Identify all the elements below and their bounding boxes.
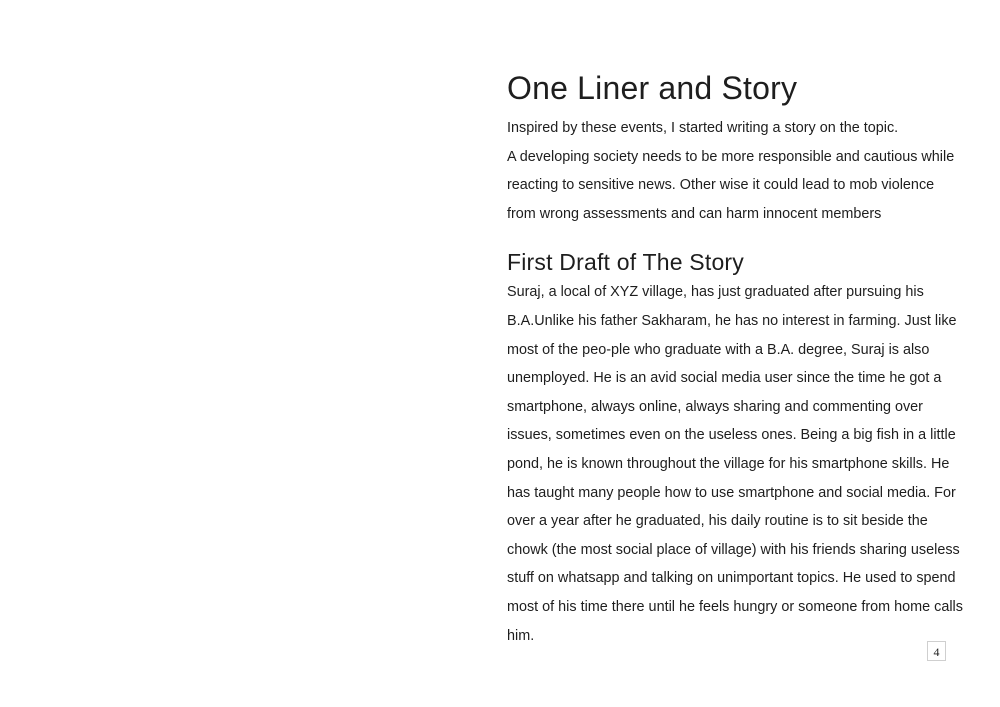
section-title-one-liner: One Liner and Story — [507, 70, 798, 106]
first-draft-paragraph: Suraj, a local of XYZ village, has just graduated after pursuing his B.A.Unlike his father Sakharam, he has no interest in farming. Just like most of the peo-ple who graduate with a B.A. degree, Suraj is also unemployed. He is an avid social media user since the time he got a smartphone, always online, always sharing and commenting over issues, sometimes even on the useless ones. Being a big fish in a little pond, he is known throughout the village for his smartphone skills. He has taught many people how to use smartphone and social media. For over a year after he graduated, his daily routine is to sit beside the chowk (the most social place of village) with his friends sharing useless stuff on whatsapp and talking on unimportant topics. He used to spend most of his time there until he feels hungry or someone from home calls him. — [507, 284, 963, 644]
section-title-first-draft: First Draft of The Story — [507, 249, 744, 276]
section-spacer — [507, 228, 965, 246]
page-number: 4 — [927, 641, 946, 661]
one-liner-paragraph: A developing society needs to be more responsible and cautious while reacting to sensitive news. Other wise it could lead to mob violence from wrong assessments and can harm innocent members — [507, 148, 955, 222]
page-content — [507, 66, 965, 650]
intro-paragraph: Inspired by these events, I started writing a story on the topic. — [507, 120, 899, 136]
